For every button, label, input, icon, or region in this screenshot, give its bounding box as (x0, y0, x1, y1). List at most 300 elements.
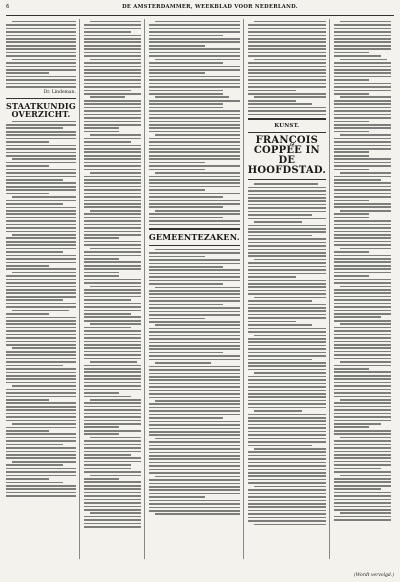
text-line (6, 468, 76, 470)
text-line (149, 155, 240, 157)
text-line (149, 62, 223, 64)
text-line (12, 196, 76, 198)
column-3 (149, 19, 244, 559)
text-line (149, 393, 240, 395)
text-line (84, 375, 141, 377)
text-line (84, 334, 141, 336)
text-line (6, 176, 76, 178)
text-line (6, 186, 76, 188)
text-line (248, 207, 326, 209)
text-line (84, 182, 141, 184)
text-line (149, 169, 205, 171)
text-line (248, 513, 326, 515)
text-line (149, 390, 240, 392)
text-line (149, 179, 240, 181)
text-line (6, 165, 49, 167)
text-line (90, 96, 125, 98)
text-line (84, 275, 119, 277)
text-line (84, 189, 141, 191)
text-line (12, 310, 69, 312)
newspaper-title: DE AMSTERDAMMER, WEEKBLAD VOOR NEDERLAND. (122, 4, 298, 10)
text-line (6, 69, 76, 71)
text-line (149, 162, 205, 164)
text-line (334, 83, 391, 85)
text-line (84, 420, 141, 422)
text-line (248, 211, 326, 213)
text-line (6, 430, 49, 432)
text-line (248, 28, 326, 30)
text-line (334, 392, 391, 394)
text-line (248, 390, 326, 392)
text-line (84, 485, 141, 487)
text-line (248, 225, 326, 227)
text-line (84, 55, 141, 57)
text-line (334, 258, 391, 260)
text-line (84, 492, 141, 494)
text-line (84, 481, 141, 483)
text-line (6, 45, 76, 47)
text-line (340, 59, 387, 61)
text-line (248, 72, 326, 74)
text-line (334, 413, 391, 415)
text-line (248, 66, 326, 68)
text-line (149, 297, 240, 299)
text-line (149, 193, 240, 195)
text-line (149, 321, 240, 323)
text-line (149, 293, 240, 295)
text-line (6, 488, 76, 490)
text-line (254, 410, 303, 412)
text-line (6, 454, 76, 456)
text-line (6, 317, 76, 319)
text-line (149, 376, 240, 378)
text-line (84, 519, 141, 521)
text-line (149, 200, 240, 202)
text-line (149, 410, 240, 412)
text-line (334, 371, 391, 373)
text-line (248, 276, 297, 278)
text-line (248, 424, 326, 426)
text-line (6, 354, 76, 356)
text-line (334, 316, 381, 318)
text-line (84, 316, 141, 318)
text-line (248, 407, 326, 409)
text-line (149, 483, 240, 485)
text-line (334, 131, 369, 133)
text-line (149, 220, 240, 222)
text-line (6, 258, 76, 260)
text-line (155, 249, 240, 251)
text-line (6, 127, 63, 129)
article-signoff: Dr. Lindeman. (43, 89, 76, 95)
text-line (149, 328, 240, 330)
text-line (6, 79, 76, 81)
text-line (149, 462, 240, 464)
text-line (149, 445, 240, 447)
text-line (254, 96, 326, 98)
text-line (84, 313, 131, 315)
text-line (149, 276, 240, 278)
text-line (248, 355, 326, 357)
text-line (149, 138, 240, 140)
text-line (334, 255, 391, 257)
text-line (334, 420, 391, 422)
text-line (6, 296, 76, 298)
divider (149, 245, 240, 246)
text-line (84, 502, 141, 504)
text-line (248, 489, 326, 491)
text-line (84, 454, 131, 456)
text-line (6, 399, 49, 401)
text-line (149, 263, 240, 265)
text-line (334, 457, 391, 459)
text-line (248, 314, 326, 316)
text-line (84, 145, 141, 147)
text-line (84, 299, 131, 301)
text-line (90, 21, 141, 23)
text-line (84, 289, 141, 291)
text-line (254, 183, 318, 185)
text-line (149, 479, 240, 481)
text-line (248, 218, 326, 220)
text-line (149, 311, 240, 313)
text-line (84, 52, 141, 54)
text-line (334, 272, 391, 274)
text-line (6, 134, 76, 136)
text-line (334, 66, 391, 68)
text-line (248, 187, 326, 189)
text-line (334, 492, 391, 494)
text-line (248, 321, 297, 323)
text-line (6, 402, 76, 404)
text-line (248, 69, 326, 71)
text-line (6, 193, 49, 195)
text-line (248, 90, 297, 92)
text-line (6, 262, 76, 264)
text-line (149, 434, 240, 436)
text-line (84, 28, 141, 30)
text-line (334, 121, 369, 123)
text-line (248, 503, 326, 505)
text-line (149, 283, 223, 285)
text-line (84, 385, 141, 387)
text-line (149, 158, 240, 160)
text-line (149, 273, 240, 275)
text-line (248, 273, 326, 275)
text-line (84, 440, 141, 442)
text-line (149, 335, 240, 337)
text-line (84, 45, 141, 47)
text-line (334, 237, 391, 239)
text-line (248, 283, 326, 285)
text-line (334, 327, 391, 329)
text-line (84, 261, 141, 263)
text-line (340, 286, 391, 288)
text-line (149, 510, 240, 512)
text-line (84, 430, 141, 432)
text-line (248, 482, 326, 484)
text-line (149, 110, 240, 112)
text-line (84, 176, 141, 178)
text-line (248, 352, 326, 354)
text-line (149, 203, 240, 205)
text-line (84, 499, 141, 501)
text-line (248, 379, 326, 381)
text-line (84, 389, 141, 391)
text-line (6, 475, 76, 477)
text-line (84, 523, 141, 525)
text-line (248, 114, 326, 116)
text-line (334, 347, 391, 349)
text-line (90, 475, 141, 477)
text-line (6, 162, 76, 164)
text-line (149, 182, 240, 184)
text-line (90, 248, 141, 250)
text-line (84, 351, 141, 353)
text-line (6, 237, 76, 239)
text-line (84, 162, 141, 164)
text-line (334, 502, 391, 504)
text-line (334, 292, 391, 294)
text-line (84, 451, 141, 453)
text-line (84, 62, 141, 64)
text-line (84, 464, 131, 466)
text-line (6, 365, 63, 367)
text-line (12, 423, 76, 425)
text-line (84, 409, 141, 411)
text-line (84, 330, 141, 332)
text-line (149, 131, 240, 133)
text-line (90, 59, 141, 61)
text-line (334, 279, 391, 281)
text-line (149, 407, 240, 409)
text-line (340, 437, 391, 439)
text-line (334, 41, 391, 43)
text-line (149, 300, 240, 302)
text-line (84, 396, 131, 398)
text-line (334, 234, 391, 236)
text-line (334, 341, 391, 343)
text-line (149, 386, 240, 388)
text-line (84, 76, 141, 78)
text-line (334, 148, 391, 150)
text-line (12, 234, 76, 236)
text-line (6, 83, 76, 85)
text-line (248, 386, 326, 388)
text-line (149, 28, 240, 30)
text-line (155, 172, 240, 174)
text-line (84, 468, 131, 470)
text-line (84, 371, 141, 373)
text-line (334, 162, 391, 164)
text-line (334, 303, 391, 305)
text-line (6, 358, 76, 360)
text-line (6, 303, 76, 305)
text-line (149, 421, 240, 423)
text-line (84, 158, 141, 160)
text-line (90, 361, 137, 363)
text-line (149, 342, 240, 344)
text-line (248, 414, 326, 416)
text-line (334, 282, 391, 284)
text-line (334, 310, 391, 312)
columns (6, 19, 394, 559)
text-line (6, 265, 49, 267)
text-line (84, 124, 141, 126)
column-5 (334, 19, 394, 559)
text-line (6, 372, 76, 374)
text-line (149, 31, 240, 33)
text-line (84, 358, 141, 360)
text-line (248, 107, 326, 109)
text-line (6, 224, 76, 226)
text-line (334, 402, 391, 404)
text-line (334, 251, 369, 253)
text-line (248, 103, 312, 105)
text-line (149, 507, 240, 509)
text-line (6, 433, 76, 435)
text-line (248, 262, 326, 264)
text-line (6, 396, 76, 398)
text-line (334, 200, 369, 202)
text-line (84, 224, 141, 226)
text-line (12, 158, 76, 160)
text-line (248, 62, 326, 64)
text-line (254, 448, 326, 450)
text-line (248, 235, 312, 237)
text-line (84, 368, 141, 370)
text-line (90, 437, 141, 439)
text-line (6, 182, 76, 184)
text-line (84, 320, 141, 322)
text-line (248, 293, 326, 295)
text-line (334, 110, 391, 112)
text-line (90, 134, 141, 136)
text-line (149, 24, 240, 26)
text-line (149, 503, 240, 505)
text-line (248, 255, 326, 257)
text-line (149, 373, 240, 375)
text-line (149, 469, 240, 471)
text-line (155, 400, 240, 402)
text-line (84, 423, 141, 425)
text-line (6, 248, 76, 250)
text-line (155, 210, 240, 212)
text-line (248, 445, 312, 447)
text-line (84, 471, 141, 473)
text-line (248, 479, 326, 481)
text-line (149, 472, 240, 474)
text-line (149, 55, 240, 57)
text-line (334, 90, 391, 92)
text-line (12, 461, 76, 463)
text-line (334, 193, 391, 195)
text-line (248, 417, 326, 419)
text-line (334, 396, 391, 398)
text-line (334, 506, 391, 508)
text-line (334, 344, 391, 346)
text-line (12, 59, 76, 61)
text-line (334, 158, 391, 160)
text-line (248, 86, 326, 88)
text-line (334, 165, 391, 167)
text-line (84, 272, 119, 274)
text-line (149, 145, 240, 147)
text-line (334, 495, 391, 497)
text-line (248, 496, 326, 498)
text-line (149, 307, 240, 309)
text-line (340, 172, 391, 174)
text-line (334, 72, 391, 74)
text-line (6, 148, 76, 150)
text-line (6, 368, 76, 370)
text-line (248, 204, 326, 206)
text-line (6, 213, 76, 215)
masthead (6, 4, 394, 16)
text-line (248, 493, 326, 495)
text-line (248, 348, 326, 350)
text-line (90, 512, 141, 514)
text-line (149, 345, 240, 347)
text-line (248, 472, 326, 474)
text-line (90, 286, 141, 288)
text-line (6, 66, 76, 68)
text-line (248, 500, 326, 502)
text-line (84, 24, 141, 26)
text-line (84, 179, 141, 181)
text-line (334, 213, 369, 215)
text-line (6, 485, 76, 487)
text-line (149, 52, 240, 54)
text-line (84, 148, 141, 150)
text-line (84, 478, 119, 480)
divider (248, 118, 326, 120)
text-line (248, 431, 326, 433)
text-line (6, 24, 76, 26)
text-line (84, 83, 141, 85)
text-line (84, 337, 141, 339)
text-line (340, 210, 391, 212)
text-line (84, 110, 141, 112)
text-line (84, 457, 141, 459)
text-line (334, 334, 391, 336)
text-line (149, 259, 240, 261)
text-line (334, 107, 391, 109)
text-line (6, 152, 76, 154)
text-line (84, 193, 141, 195)
text-line (149, 196, 223, 198)
text-line (149, 500, 240, 502)
text-line (6, 420, 76, 422)
text-line (334, 182, 391, 184)
text-line (149, 493, 240, 495)
text-line (334, 145, 391, 147)
text-line (334, 416, 391, 418)
text-line (334, 461, 391, 463)
text-line (334, 151, 369, 153)
text-line (149, 352, 223, 354)
text-line (149, 103, 223, 105)
text-line (334, 320, 391, 322)
text-line (149, 414, 240, 416)
text-line (248, 266, 326, 268)
text-line (149, 348, 240, 350)
text-line (6, 227, 76, 229)
text-line (334, 179, 381, 181)
text-line (149, 107, 223, 109)
text-line (248, 400, 326, 402)
text-line (334, 103, 391, 105)
